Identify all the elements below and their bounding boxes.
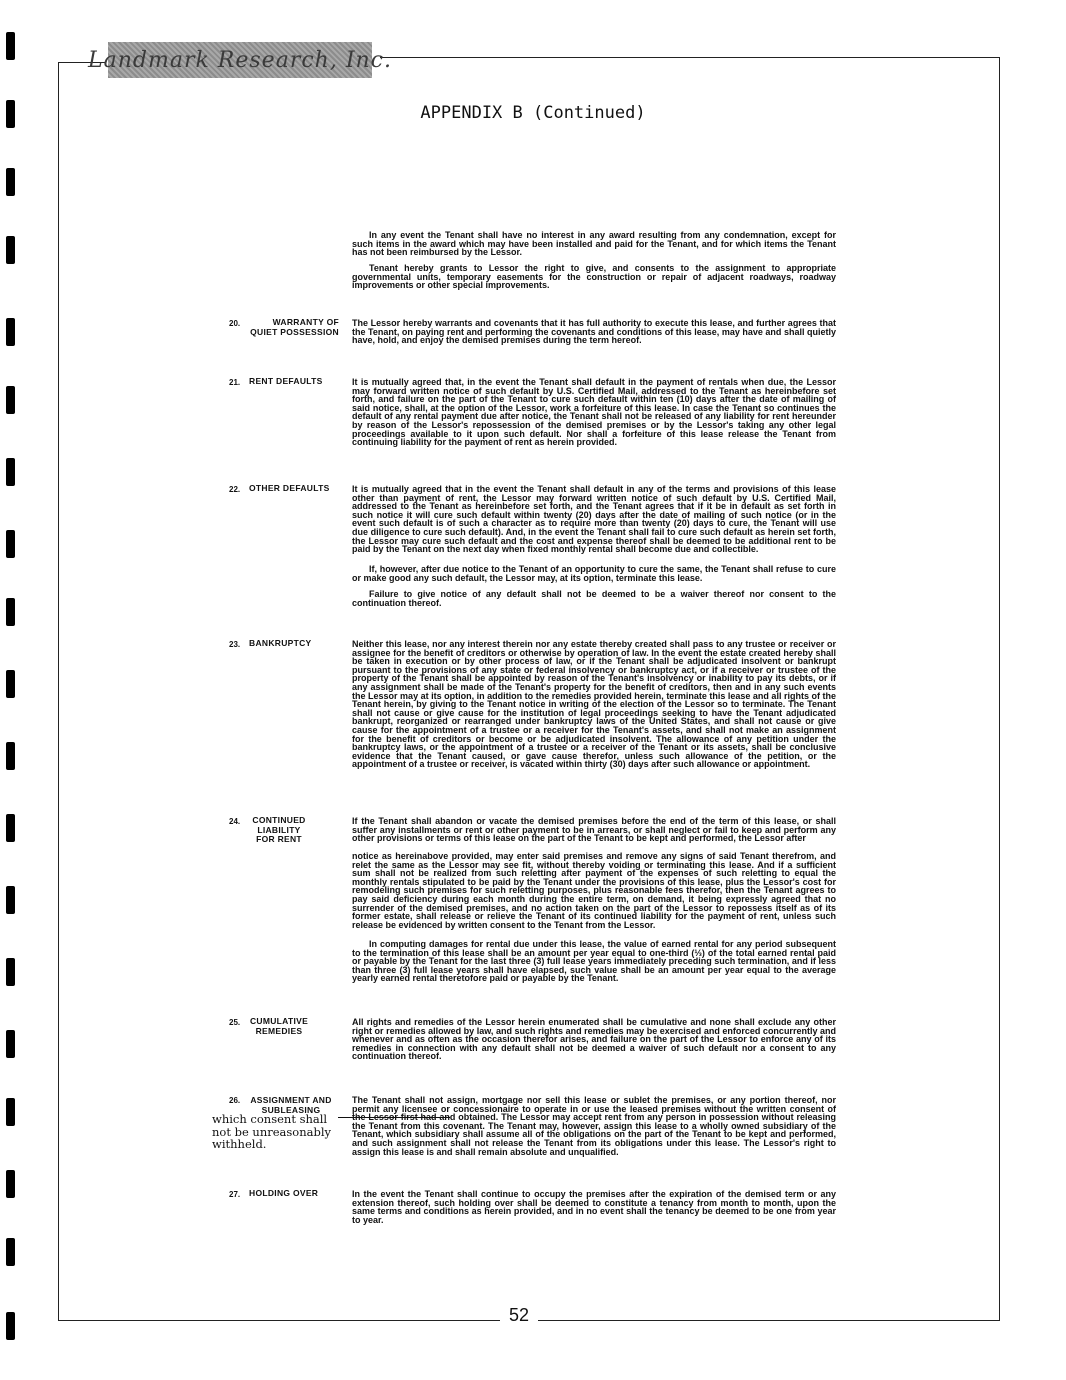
section-paragraph: notice as hereinabove provided, may enter said premises and remove any signs of said Tenant therefrom, and relet the same as the Lessor may see fit, without thereby voiding or terminating this lease. And if a sufficient sum shall not be realized from such reletting after payment of the expenses of such reletting to equal the monthly rentals stipulated to be paid by the Tenant under the provisions of this lease, plus the Lessor's cost for remodeling such premises for such reletting purposes, plus reasonable fees therefor, then the Tenant agrees to pay said deficiency during each month during the entire term, on demand, it being expressly agreed that no surrender of the demised premises, and no action taken on the part of the Lessor to repossess itself as of its former estate, shall release or relieve the Tenant of its continued liability for the payment of rent, unless such release be evidenced by written consent to the Tenant from the Lessor.	[352, 851, 836, 930]
section-paragraph: The Tenant shall not assign, mortgage nor sell this lease or sublet the premises, or any portion thereof, nor permit any licensee or concessionaire to operate in or use the leased premises without the written consent of the Lessor first had and obtained. The Lessor may accept rent from any person in possession without releasing the Tenant from this covenant. The Tenant may, however, assign this lease to a wholly owned subsidiary of the Tenant, which subsidiary shall assume all of the obligations on the part of the Tenant to be kept and performed, and such assignment shall not release the Tenant from its obligations under this lease. The Lessor's right to assign this lease is and shall remain absolute and unqualified.	[352, 1095, 836, 1157]
binding-hole	[6, 530, 15, 558]
section-heading: RENT DEFAULTS	[249, 376, 323, 386]
section-paragraph: It is mutually agreed that, in the event the Tenant shall default in the payment of rentals when due, the Lessor may forward written notice of such default by U.S. Certified Mail, addressed to the Tenant as hereinbefore set forth, and failure on the part of the Tenant to cure such default within ten (10) days after the date of mailing of said notice, shall, at the option of the Lessor, work a forfeiture of this lease. In case the Tenant so continues the default of any rental payment due after notice, the Tenant shall not be released of any liability for rent hereunder by reason of the Lessor's repossession of the demised premises or by the Lessor's taking any other legal proceedings available to it upon such default. Nor shall a forfeiture of this lease release the Tenant from continuing liability for the payment of rent as herein provided.	[352, 377, 836, 448]
frame-border-right	[999, 57, 1000, 1320]
section-paragraph: In the event the Tenant shall continue to occupy the premises after the expiration of the demised term or any extension thereof, such holding over shall be deemed to constitute a tenancy from month to month, upon the same terms and conditions as herein provided, and in no event shall the tenancy be deemed to be one from year to year.	[352, 1189, 836, 1225]
binding-hole	[6, 1238, 15, 1266]
section-paragraph: In computing damages for rental due under this lease, the value of earned rental for any period subsequent to the termination of this lease shall be an amount per year equal to one-third (⅓) of the total earned rental paid or payable by the Tenant for the last three (3) full lease years immediately preceding such termination, and if less than three (3) full lease years shall have elapsed, such value shall be an amount per year equal to the average yearly earned rental theretofore paid or payable by the Tenant.	[352, 939, 836, 984]
frame-border-bottom	[58, 1320, 500, 1321]
section-number: 21.	[229, 378, 241, 387]
page-number: 52	[508, 1305, 530, 1325]
section-paragraph: It is mutually agreed that in the event the Tenant shall default in any of the terms and provisions of this lease other than payment of rent, the Lessor may forward written notice of such default by U.S. Certified Mail, addressed to the Tenant as hereinbefore set forth, and the Tenant agrees that if it be in default as set forth in such notice it will cure such default within twenty (20) days after the date of mailing of such notice (or in the event such default is of such a character as to require more than twenty (20) days to cure, the Tenant will use due diligence to cure such default). And, in the event the Tenant shall fail to cure such default as herein set forth, the Lessor may cure such default and the cost and expense thereof shall be deemed to be additional rent to be paid by the Tenant on the next day when fixed monthly rental shall become due and collectible.	[352, 484, 836, 555]
handwritten-annotation: which consent shall not be unreasonably withheld.	[212, 1112, 332, 1151]
binding-hole	[6, 886, 15, 914]
binding-hole	[6, 1030, 15, 1058]
company-logo-text: Landmark Research, Inc.	[88, 47, 392, 73]
intro-paragraph: In any event the Tenant shall have no interest in any award resulting from any condemnation, except for such items in the award which may have been installed and paid for the Tenant, and for which items the Tenant has not been reimbursed by the Lessor.	[352, 230, 836, 258]
intro-paragraph: Tenant hereby grants to Lessor the right to give, and consents to the assignment to appropriate governmental units, temporary easements for the construction or repair of adjacent roadways, roadway improvements or other special improvements.	[352, 263, 836, 291]
binding-hole	[6, 1098, 15, 1126]
section-paragraph: If, however, after due notice to the Tenant of an opportunity to cure the same, the Tenant shall refuse to cure or make good any such default, the Lessor may, at its option, terminate this lease.	[352, 564, 836, 583]
binding-hole	[6, 670, 15, 698]
binding-hole	[6, 386, 15, 414]
frame-border-bottom	[538, 1320, 1000, 1321]
company-logo	[88, 42, 392, 78]
frame-border-top	[380, 57, 1000, 58]
section-heading: HOLDING OVER	[249, 1188, 319, 1198]
binding-hole	[6, 318, 15, 346]
section-paragraph: Failure to give notice of any default shall not be deemed to be a waiver thereof nor consent to the continuation thereof.	[352, 589, 836, 608]
page-title: APPENDIX B (Continued)	[420, 103, 646, 123]
binding-hole	[6, 958, 15, 986]
binding-hole	[6, 236, 15, 264]
section-heading: WARRANTY OF QUIET POSSESSION	[250, 317, 339, 337]
binding-hole	[6, 742, 15, 770]
binding-hole	[6, 168, 15, 196]
section-number: 20.	[229, 319, 241, 328]
frame-border-left	[58, 62, 59, 1320]
section-number: 26.	[229, 1096, 241, 1105]
binding-hole	[6, 1312, 15, 1340]
section-paragraph: All rights and remedies of the Lessor herein enumerated shall be cumulative and none shall exclude any other right or remedies allowed by law, and such rights and remedies may be exercised and enforced concurrently and whenever and as often as the occasion therefor arises, and failure on the part of the Lessor to enforce any of its remedies in connection with any default shall not be deemed a waiver of such default nor a consent to any continuation thereof.	[352, 1017, 836, 1062]
binding-hole	[6, 1170, 15, 1198]
section-heading: ASSIGNMENT AND SUBLEASING	[250, 1095, 332, 1115]
section-paragraph: The Lessor hereby warrants and covenants that it has full authority to execute this lease, and further agrees that the Tenant, on paying rent and performing the covenants and conditions of this lease, may have and shall quietly have, hold, and enjoy the demised premises during the term hereof.	[352, 318, 836, 346]
section-heading: CONTINUED LIABILITY FOR RENT	[252, 815, 306, 844]
binding-hole	[6, 598, 15, 626]
section-heading: OTHER DEFAULTS	[249, 483, 330, 493]
section-paragraph: Neither this lease, nor any interest therein nor any estate thereby created shall pass to any trustee or receiver or assignee for the benefit of creditors or otherwise by operation of law. In the event the estate created hereby shall be taken in execution or by other process of law, or if the Tenant shall be adjudicated insolvent or bankrupt pursuant to the provisions of any state or federal insolvency or bankruptcy act, or if a receiver or trustee of the property of the Tenant shall be appointed by reason of the Tenant's insolvency or inability to pay its debts, or if any assignment shall be made of the Tenant's property for the benefit of creditors, then and in any such events the Lessor may at its option, in addition to the remedies provided herein, terminate this lease and all rights of the Tenant herein, by giving to the Tenant notice in writing of the election of the Lessor so to terminate. The Tenant shall not cause or give cause for the institution of legal proceedings seeking to have the Tenant adjudicated bankrupt, reorganized or rearranged under bankruptcy laws of the United States, and shall not cause or give cause for the appointment of a trustee or a receiver for the Tenant's assets, and shall not make an assignment for the benefit of creditors or become or be adjudicated insolvent. The allowance of any petition under the bankruptcy laws, or the appointment of a trustee or a receiver of the Tenant or its assets, shall be conclusive evidence that the Tenant caused, or gave cause therefor, unless such allowance of the petition, or the appointment of a trustee or receiver, is vacated within thirty (30) days after such allowance or appointment.	[352, 639, 836, 770]
section-heading: CUMULATIVE REMEDIES	[249, 1016, 309, 1036]
section-heading: BANKRUPTCY	[249, 638, 312, 648]
binding-hole	[6, 814, 15, 842]
section-number: 22.	[229, 485, 241, 494]
section-number: 25.	[229, 1018, 241, 1027]
section-number: 24.	[229, 817, 241, 826]
section-number: 27.	[229, 1190, 241, 1199]
section-paragraph: If the Tenant shall abandon or vacate the demised premises before the end of the term of this lease, or shall suffer any installments or rent or other payment to be in arrears, or shall neglect or fail to keep and perform any other provisions or terms of this lease on the part of the Tenant to be kept and performed, the Lessor after	[352, 816, 836, 844]
section-number: 23.	[229, 640, 241, 649]
binding-hole	[6, 458, 15, 486]
binding-hole	[6, 32, 15, 60]
